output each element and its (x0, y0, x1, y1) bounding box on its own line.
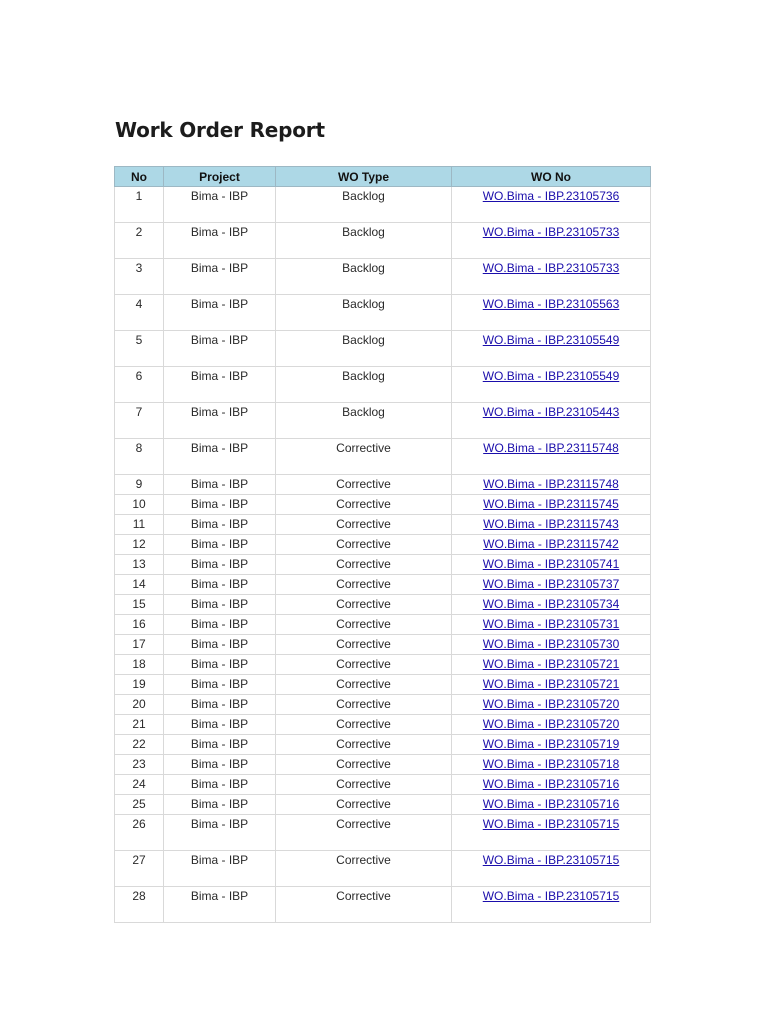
cell-wo-no (452, 715, 651, 735)
cell-wo-type: Corrective (276, 775, 452, 795)
wo-number-link[interactable]: WO.Bima - IBP.23105716 (482, 797, 620, 811)
table-row (115, 735, 651, 755)
wo-number-link[interactable]: WO.Bima - IBP.23115745 (483, 497, 619, 511)
cell-project: Bima - IBP (164, 851, 276, 887)
cell-wo-type: Corrective (276, 555, 452, 575)
cell-wo-no (452, 635, 651, 655)
cell-wo-type: Corrective (276, 615, 452, 635)
cell-wo-no (452, 295, 651, 331)
cell-wo-no (452, 675, 651, 695)
cell-project: Bima - IBP (164, 755, 276, 775)
cell-no: 17 (115, 635, 164, 655)
cell-wo-type: Corrective (276, 887, 452, 923)
column-header-project: Project (164, 167, 276, 187)
cell-no: 8 (115, 439, 164, 475)
table-row (115, 403, 651, 439)
cell-no: 10 (115, 495, 164, 515)
cell-wo-type: Backlog (276, 187, 452, 223)
wo-number-link[interactable]: WO.Bima - IBP.23105719 (482, 737, 620, 751)
table-body (115, 187, 651, 923)
table-row (115, 475, 651, 495)
table-row (115, 439, 651, 475)
table-row (115, 887, 651, 923)
table-row (115, 655, 651, 675)
table-row (115, 815, 651, 851)
table-row (115, 695, 651, 715)
cell-no: 27 (115, 851, 164, 887)
cell-project: Bima - IBP (164, 635, 276, 655)
wo-number-link[interactable]: WO.Bima - IBP.23105733 (482, 225, 620, 239)
cell-wo-no (452, 755, 651, 775)
wo-number-link[interactable]: WO.Bima - IBP.23105733 (482, 261, 620, 275)
column-header-wo-type: WO Type (276, 167, 452, 187)
cell-no: 22 (115, 735, 164, 755)
wo-number-link[interactable]: WO.Bima - IBP.23105734 (482, 597, 620, 611)
cell-no: 21 (115, 715, 164, 735)
cell-wo-type: Backlog (276, 403, 452, 439)
wo-number-link[interactable]: WO.Bima - IBP.23115748 (483, 441, 619, 455)
cell-wo-no (452, 475, 651, 495)
table-row (115, 295, 651, 331)
column-header-wo-no: WO No (452, 167, 651, 187)
cell-wo-no (452, 595, 651, 615)
cell-project: Bima - IBP (164, 595, 276, 615)
table-row (115, 851, 651, 887)
wo-number-link[interactable]: WO.Bima - IBP.23105715 (482, 817, 620, 831)
cell-wo-no (452, 775, 651, 795)
cell-project: Bima - IBP (164, 495, 276, 515)
table-row (115, 223, 651, 259)
cell-no: 20 (115, 695, 164, 715)
cell-no: 14 (115, 575, 164, 595)
cell-project: Bima - IBP (164, 695, 276, 715)
wo-number-link[interactable]: WO.Bima - IBP.23105720 (482, 717, 620, 731)
cell-project: Bima - IBP (164, 615, 276, 635)
cell-wo-type: Backlog (276, 367, 452, 403)
cell-wo-no (452, 795, 651, 815)
cell-wo-no (452, 403, 651, 439)
wo-number-link[interactable]: WO.Bima - IBP.23105718 (482, 757, 620, 771)
cell-wo-type: Backlog (276, 259, 452, 295)
cell-wo-no (452, 535, 651, 555)
table-row (115, 615, 651, 635)
cell-no: 15 (115, 595, 164, 615)
wo-number-link[interactable]: WO.Bima - IBP.23115748 (483, 477, 619, 491)
wo-number-link[interactable]: WO.Bima - IBP.23105443 (482, 405, 620, 419)
cell-no: 5 (115, 331, 164, 367)
cell-wo-type: Corrective (276, 495, 452, 515)
cell-wo-type: Backlog (276, 331, 452, 367)
cell-wo-type: Corrective (276, 535, 452, 555)
cell-no: 3 (115, 259, 164, 295)
cell-project: Bima - IBP (164, 223, 276, 259)
cell-no: 12 (115, 535, 164, 555)
cell-project: Bima - IBP (164, 259, 276, 295)
cell-project: Bima - IBP (164, 295, 276, 331)
cell-wo-no (452, 439, 651, 475)
cell-project: Bima - IBP (164, 675, 276, 695)
table-row (115, 795, 651, 815)
cell-project: Bima - IBP (164, 735, 276, 755)
cell-project: Bima - IBP (164, 331, 276, 367)
cell-project: Bima - IBP (164, 887, 276, 923)
cell-project: Bima - IBP (164, 575, 276, 595)
table-header-row (115, 167, 651, 187)
wo-number-link[interactable]: WO.Bima - IBP.23105731 (482, 617, 620, 631)
wo-number-link[interactable]: WO.Bima - IBP.23115742 (483, 537, 619, 551)
table-row (115, 755, 651, 775)
cell-project: Bima - IBP (164, 515, 276, 535)
cell-wo-type: Corrective (276, 675, 452, 695)
cell-wo-type: Corrective (276, 695, 452, 715)
cell-wo-type: Corrective (276, 755, 452, 775)
cell-wo-no (452, 331, 651, 367)
cell-no: 7 (115, 403, 164, 439)
cell-wo-type: Corrective (276, 795, 452, 815)
wo-number-link[interactable]: WO.Bima - IBP.23105549 (482, 369, 620, 383)
cell-wo-no (452, 575, 651, 595)
table-row (115, 555, 651, 575)
cell-wo-type: Corrective (276, 851, 452, 887)
wo-number-link[interactable]: WO.Bima - IBP.23105721 (482, 677, 620, 691)
table-row (115, 515, 651, 535)
cell-wo-type: Backlog (276, 295, 452, 331)
table-row (115, 259, 651, 295)
wo-number-link[interactable]: WO.Bima - IBP.23105737 (482, 577, 620, 591)
table-row (115, 575, 651, 595)
wo-number-link[interactable]: WO.Bima - IBP.23105716 (482, 777, 620, 791)
cell-wo-no (452, 495, 651, 515)
cell-no: 13 (115, 555, 164, 575)
wo-number-link[interactable]: WO.Bima - IBP.23115743 (483, 517, 619, 531)
cell-wo-type: Corrective (276, 439, 452, 475)
table-row (115, 187, 651, 223)
cell-project: Bima - IBP (164, 187, 276, 223)
cell-no: 24 (115, 775, 164, 795)
cell-wo-no (452, 851, 651, 887)
cell-no: 19 (115, 675, 164, 695)
cell-no: 28 (115, 887, 164, 923)
cell-project: Bima - IBP (164, 775, 276, 795)
cell-no: 26 (115, 815, 164, 851)
cell-wo-no (452, 815, 651, 851)
cell-wo-type: Corrective (276, 595, 452, 615)
cell-project: Bima - IBP (164, 367, 276, 403)
wo-number-link[interactable]: WO.Bima - IBP.23105720 (482, 697, 620, 711)
table-row (115, 331, 651, 367)
cell-wo-no (452, 695, 651, 715)
table-row (115, 675, 651, 695)
table-row (115, 715, 651, 735)
cell-wo-type: Corrective (276, 475, 452, 495)
cell-wo-type: Corrective (276, 815, 452, 851)
cell-wo-no (452, 259, 651, 295)
cell-no: 6 (115, 367, 164, 403)
cell-wo-no (452, 555, 651, 575)
wo-number-link[interactable]: WO.Bima - IBP.23105721 (482, 657, 620, 671)
cell-no: 16 (115, 615, 164, 635)
cell-wo-type: Backlog (276, 223, 452, 259)
cell-wo-type: Corrective (276, 575, 452, 595)
cell-wo-no (452, 887, 651, 923)
cell-wo-no (452, 223, 651, 259)
cell-no: 23 (115, 755, 164, 775)
table-row (115, 495, 651, 515)
table-row (115, 635, 651, 655)
wo-number-link[interactable]: WO.Bima - IBP.23105741 (482, 557, 620, 571)
work-order-table (114, 166, 651, 923)
cell-project: Bima - IBP (164, 795, 276, 815)
wo-number-link[interactable]: WO.Bima - IBP.23105549 (482, 333, 620, 347)
cell-wo-no (452, 515, 651, 535)
cell-wo-no (452, 187, 651, 223)
cell-wo-type: Corrective (276, 735, 452, 755)
wo-number-link[interactable]: WO.Bima - IBP.23105736 (482, 189, 620, 203)
cell-wo-no (452, 367, 651, 403)
wo-number-link[interactable]: WO.Bima - IBP.23105563 (482, 297, 620, 311)
wo-number-link[interactable]: WO.Bima - IBP.23105715 (482, 853, 620, 867)
cell-wo-no (452, 735, 651, 755)
cell-wo-no (452, 655, 651, 675)
cell-project: Bima - IBP (164, 439, 276, 475)
cell-project: Bima - IBP (164, 535, 276, 555)
cell-wo-type: Corrective (276, 515, 452, 535)
cell-wo-type: Corrective (276, 715, 452, 735)
column-header-no: No (115, 167, 164, 187)
cell-project: Bima - IBP (164, 403, 276, 439)
cell-project: Bima - IBP (164, 815, 276, 851)
wo-number-link[interactable]: WO.Bima - IBP.23105730 (482, 637, 620, 651)
cell-wo-type: Corrective (276, 655, 452, 675)
cell-project: Bima - IBP (164, 475, 276, 495)
cell-no: 25 (115, 795, 164, 815)
wo-number-link[interactable]: WO.Bima - IBP.23105715 (482, 889, 620, 903)
cell-no: 1 (115, 187, 164, 223)
cell-no: 11 (115, 515, 164, 535)
cell-no: 9 (115, 475, 164, 495)
table-row (115, 367, 651, 403)
cell-project: Bima - IBP (164, 555, 276, 575)
cell-no: 2 (115, 223, 164, 259)
table-row (115, 775, 651, 795)
cell-no: 4 (115, 295, 164, 331)
cell-wo-type: Corrective (276, 635, 452, 655)
table-row (115, 595, 651, 615)
cell-project: Bima - IBP (164, 655, 276, 675)
cell-wo-no (452, 615, 651, 635)
cell-no: 18 (115, 655, 164, 675)
cell-project: Bima - IBP (164, 715, 276, 735)
page-title: Work Order Report (115, 118, 325, 142)
table-row (115, 535, 651, 555)
